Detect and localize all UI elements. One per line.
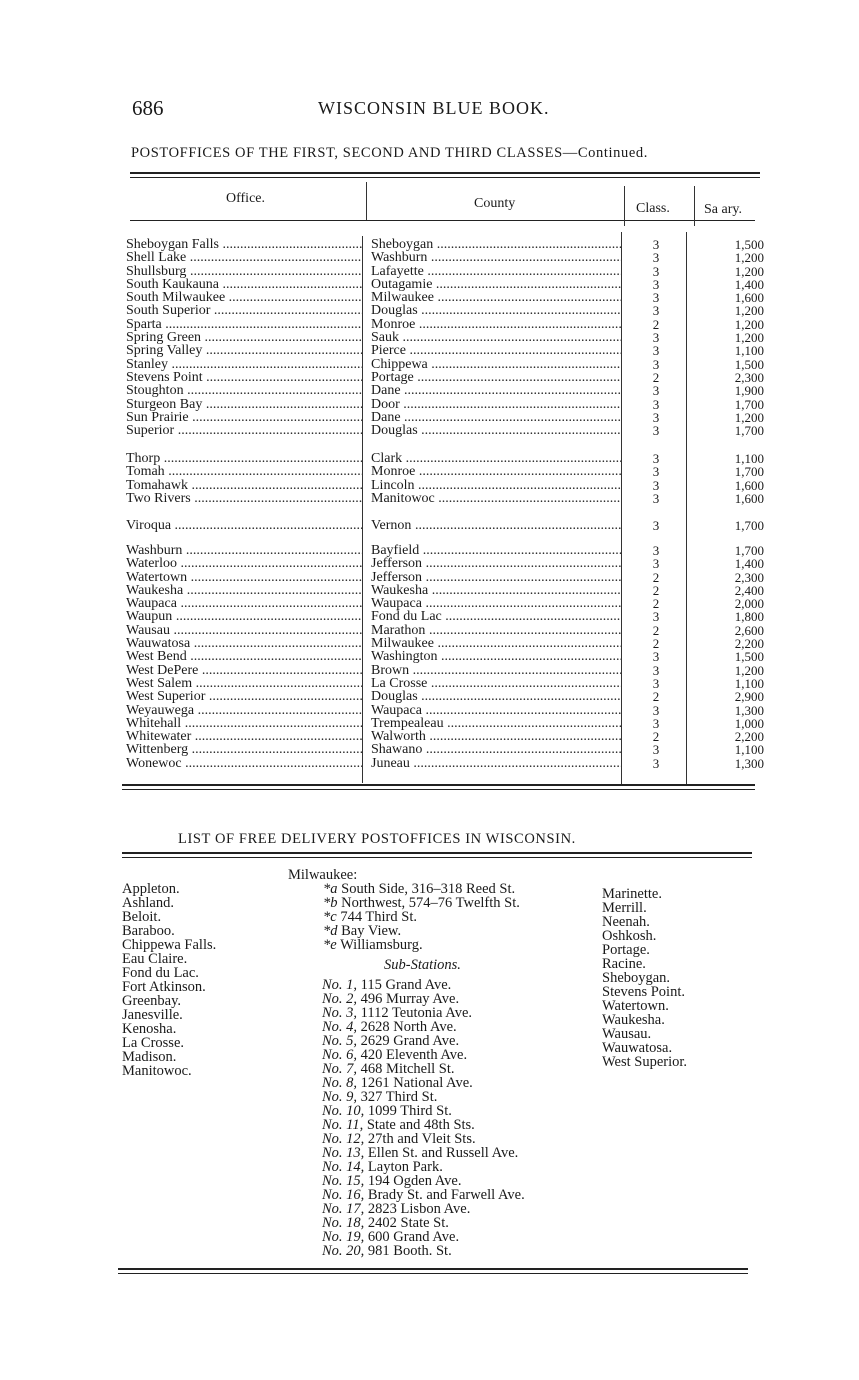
salary-cell: 1,200	[734, 330, 764, 346]
office-cell: Whitewater .....	[126, 730, 362, 743]
county-cell: Washburn .....	[371, 251, 621, 264]
office-cell: Wonewoc .....	[126, 757, 362, 770]
salary-cell: 1,100	[734, 451, 764, 466]
free-delivery-title: LIST OF FREE DELIVERY POSTOFFICES IN WISCONSIN.	[178, 831, 576, 847]
office-cell: Wittenberg .....	[126, 743, 362, 756]
office-cell: Stevens Point .....	[126, 371, 362, 384]
county-cell: Brown .....	[371, 664, 621, 677]
class-cell: 3	[652, 490, 660, 506]
county-cell: Waupaca .....	[371, 704, 621, 717]
salary-cell: 2,600	[734, 622, 764, 638]
class-cell: 3	[652, 303, 660, 319]
office-cell: Wausau .....	[126, 624, 362, 637]
salary-cell: 1,200	[734, 303, 764, 319]
office-cell: Sun Prairie .....	[126, 411, 362, 424]
sub-station-item	[322, 1244, 525, 1258]
county-cell: Sheboygan .....	[371, 238, 621, 251]
table-bottom-rule	[122, 784, 755, 786]
header-salary: Sa ary.	[704, 202, 742, 217]
county-cell: Dane .....	[371, 384, 621, 397]
salary-cell: 1,800	[734, 609, 764, 625]
table-top-rule-2	[130, 177, 760, 178]
salary-cell: 1,200	[734, 662, 764, 678]
office-cell: Superior .....	[126, 424, 362, 437]
col-divider	[686, 232, 687, 786]
station-item	[323, 896, 525, 910]
free-delivery-left-column	[122, 882, 216, 1078]
salary-cell: 1,400	[734, 556, 764, 572]
sub-station-number: No. 7,	[322, 1061, 358, 1077]
class-cell: 3	[652, 276, 660, 292]
office-cell: Viroqua .....	[126, 519, 362, 532]
sub-station-number: No. 3,	[322, 1005, 358, 1021]
county-cell: Douglas .....	[371, 690, 621, 703]
office-cell: Waupaca .....	[126, 597, 362, 610]
sub-station-address: 981 Booth. St.	[367, 1243, 452, 1259]
city-item: Manitowoc.	[122, 1063, 192, 1079]
county-cell: Pierce .....	[371, 344, 621, 357]
station-item	[323, 882, 525, 896]
sub-station-item	[322, 1188, 525, 1202]
salary-cell: 2,300	[734, 369, 764, 385]
class-cell: 3	[652, 330, 660, 346]
page-number: 686	[132, 96, 164, 120]
office-cell: West Bend .....	[126, 650, 362, 663]
col-divider	[621, 232, 622, 784]
sub-station-number: No. 11,	[322, 1117, 364, 1133]
county-cell: Shawano .....	[371, 743, 621, 756]
salary-cell: 1,100	[734, 742, 764, 758]
office-cell: Watertown .....	[126, 571, 362, 584]
class-cell: 3	[652, 290, 660, 306]
county-cell: Door .....	[371, 398, 621, 411]
sub-station-number: No. 18,	[322, 1215, 365, 1231]
sub-station-item	[322, 1132, 525, 1146]
city-item: Stevens Point.	[602, 984, 685, 1000]
sub-station-address: Ellen St. and Russell Ave.	[367, 1145, 519, 1161]
county-cell: Douglas .....	[371, 304, 621, 317]
sub-station-item	[322, 1076, 525, 1090]
sub-station-number: No. 4,	[322, 1019, 358, 1035]
county-cell: Sauk .....	[371, 331, 621, 344]
county-cell: Jefferson .....	[371, 571, 621, 584]
county-cell: La Crosse .....	[371, 677, 621, 690]
county-cell: Monroe .....	[371, 318, 621, 331]
salary-cell: 1,000	[734, 715, 764, 731]
city-item: Oshkosh.	[602, 928, 657, 944]
salary-cell: 1,100	[734, 675, 764, 691]
salary-cell: 1,600	[734, 290, 764, 306]
office-cell: West Salem .....	[126, 677, 362, 690]
salary-cell: 1,300	[734, 702, 764, 718]
sub-station-item	[322, 1104, 525, 1118]
city-item: Chippewa Falls.	[122, 937, 217, 953]
office-cell: West Superior .....	[126, 690, 362, 703]
station-mark: *b	[323, 895, 338, 911]
class-cell: 2	[652, 636, 660, 652]
sub-station-number: No. 20,	[322, 1243, 365, 1259]
class-cell: 3	[652, 715, 660, 731]
station-mark: *a	[323, 881, 338, 897]
col-divider	[694, 186, 695, 226]
salary-cell: 1,500	[734, 356, 764, 372]
office-cell: Whitehall .....	[126, 717, 362, 730]
office-cell: Waupun .....	[126, 610, 362, 623]
class-cell: 3	[652, 237, 660, 252]
sub-station-address: 2629 Grand Ave.	[360, 1033, 460, 1049]
city-item: Portage.	[602, 942, 650, 958]
county-cell: Waupaca .....	[371, 597, 621, 610]
station-mark: *d	[323, 923, 338, 939]
sub-station-number: No. 2,	[322, 991, 358, 1007]
office-cell: Spring Valley .....	[126, 344, 362, 357]
salary-cell: 1,700	[734, 543, 764, 558]
county-cell: Jefferson .....	[371, 557, 621, 570]
sub-station-item	[322, 1034, 525, 1048]
office-cell: Stoughton .....	[126, 384, 362, 397]
sub-stations-heading: Sub-Stations.	[384, 957, 461, 973]
sub-station-address: 2823 Lisbon Ave.	[367, 1201, 471, 1217]
station-address: South Side, 316–318 Reed St.	[341, 881, 516, 897]
header-office: Office.	[226, 191, 265, 206]
city-item: Beloit.	[122, 909, 162, 925]
office-cell: Shell Lake .....	[126, 251, 362, 264]
milwaukee-block	[288, 868, 525, 1258]
city-item: Baraboo.	[122, 923, 175, 939]
bottom-rule-2	[118, 1273, 748, 1274]
city-item: Appleton.	[122, 881, 180, 897]
sub-station-item	[322, 1174, 525, 1188]
office-cell: Waterloo .....	[126, 557, 362, 570]
salary-cell: 1,200	[734, 250, 764, 266]
fd-rule-2	[122, 857, 752, 858]
city-item: Madison.	[122, 1049, 177, 1065]
salary-cell: 1,200	[734, 316, 764, 332]
sub-station-address: 2402 State St.	[367, 1215, 449, 1231]
salary-cell: 1,700	[734, 396, 764, 412]
office-cell: Tomahawk .....	[126, 479, 362, 492]
city-item: Racine.	[602, 956, 646, 972]
salary-cell: 1,600	[734, 477, 764, 493]
office-cell: Stanley .....	[126, 358, 362, 371]
city-item: Eau Claire.	[122, 951, 188, 967]
table-title: POSTOFFICES OF THE FIRST, SECOND AND THIRD CLASSES—Continued.	[131, 145, 648, 161]
salary-cell: 2,000	[734, 596, 764, 612]
office-cell: South Superior .....	[126, 304, 362, 317]
class-cell: 2	[652, 729, 660, 745]
sub-station-item	[322, 1216, 525, 1230]
office-cell: South Milwaukee .....	[126, 291, 362, 304]
class-cell: 2	[652, 569, 660, 585]
city-item: Merrill.	[602, 900, 647, 916]
office-cell: Spring Green .....	[126, 331, 362, 344]
sub-station-number: No. 8,	[322, 1075, 358, 1091]
sub-station-item	[322, 1160, 525, 1174]
sub-station-number: No. 17,	[322, 1201, 365, 1217]
sub-station-address: 327 Third St.	[360, 1089, 438, 1105]
sub-station-item	[322, 1020, 525, 1034]
city-item: Neenah.	[602, 914, 650, 930]
city-item: Watertown.	[602, 998, 669, 1014]
col-divider	[366, 182, 367, 220]
sub-station-item	[322, 992, 525, 1006]
city-item: Ashland.	[122, 895, 174, 911]
sub-station-number: No. 13,	[322, 1145, 365, 1161]
sub-station-address: 468 Mitchell St.	[360, 1061, 455, 1077]
office-cell: Wauwatosa .....	[126, 637, 362, 650]
city-item: Janesville.	[122, 1007, 183, 1023]
sub-station-item	[322, 1006, 525, 1020]
class-cell: 2	[652, 369, 660, 385]
class-cell: 3	[652, 662, 660, 678]
county-cell: Marathon .....	[371, 624, 621, 637]
city-item: Waukesha.	[602, 1012, 665, 1028]
salary-cell: 1,700	[734, 518, 764, 533]
col-divider	[362, 236, 363, 783]
sub-station-address: Layton Park.	[367, 1159, 443, 1175]
county-cell: Bayfield .....	[371, 544, 621, 557]
sub-station-item	[322, 1146, 525, 1160]
sub-station-address: 496 Murray Ave.	[360, 991, 460, 1007]
class-cell: 2	[652, 316, 660, 332]
office-cell: Weyauwega .....	[126, 704, 362, 717]
office-cell: South Kaukauna .....	[126, 278, 362, 291]
class-cell: 3	[652, 543, 660, 558]
station-item	[323, 910, 525, 924]
sub-station-address: State and 48th Sts.	[366, 1117, 475, 1133]
sub-station-number: No. 12,	[322, 1131, 365, 1147]
city-item: Sheboygan.	[602, 970, 671, 986]
class-cell: 3	[652, 383, 660, 399]
class-cell: 3	[652, 250, 660, 266]
office-cell: Sparta .....	[126, 318, 362, 331]
sub-station-address: 1261 National Ave.	[360, 1075, 473, 1091]
county-cell: Walworth .....	[371, 730, 621, 743]
free-delivery-right-column	[602, 887, 687, 1069]
county-cell: Douglas .....	[371, 424, 621, 437]
salary-cell: 1,900	[734, 383, 764, 399]
class-cell: 3	[652, 409, 660, 425]
city-item: La Crosse.	[122, 1035, 185, 1051]
station-mark: *e	[323, 937, 337, 953]
salary-cell: 2,300	[734, 569, 764, 585]
class-cell: 3	[652, 556, 660, 572]
sub-station-address: 1099 Third St.	[367, 1103, 452, 1119]
salary-cell: 1,100	[734, 343, 764, 359]
sub-station-number: No. 5,	[322, 1033, 358, 1049]
county-cell: Portage .....	[371, 371, 621, 384]
sub-station-address: 420 Eleventh Ave.	[360, 1047, 468, 1063]
sub-station-address: 27th and Vleit Sts.	[367, 1131, 476, 1147]
class-cell: 3	[652, 742, 660, 758]
station-mark: *c	[323, 909, 337, 925]
class-cell: 3	[652, 477, 660, 493]
sub-station-item	[322, 1230, 525, 1244]
salary-cell: 1,500	[734, 237, 764, 252]
header-county: County	[474, 196, 516, 211]
county-cell: Outagamie .....	[371, 278, 621, 291]
office-cell: Two Rivers .....	[126, 492, 362, 505]
salary-cell: 2,200	[734, 636, 764, 652]
sub-station-address: 115 Grand Ave.	[360, 977, 452, 993]
class-cell: 3	[652, 356, 660, 372]
class-cell: 2	[652, 582, 660, 598]
salary-cell: 1,300	[734, 755, 764, 771]
sub-stations-list	[322, 978, 525, 1258]
table-top-rule	[130, 172, 760, 174]
county-cell: Chippewa .....	[371, 358, 621, 371]
county-cell: Fond du Lac .....	[371, 610, 621, 623]
office-cell: Sturgeon Bay .....	[126, 398, 362, 411]
city-item: Marinette.	[602, 886, 662, 902]
class-cell: 3	[652, 464, 660, 480]
county-cell: Vernon .....	[371, 519, 621, 532]
sub-station-address: 600 Grand Ave.	[367, 1229, 460, 1245]
class-cell: 3	[652, 702, 660, 718]
sub-station-number: No. 19,	[322, 1229, 365, 1245]
class-cell: 2	[652, 622, 660, 638]
city-item: Greenbay.	[122, 993, 182, 1009]
sub-station-item	[322, 1118, 525, 1132]
county-cell: Manitowoc .....	[371, 492, 621, 505]
class-cell: 3	[652, 518, 660, 533]
header-bottom-rule	[130, 220, 755, 221]
county-cell: Monroe .....	[371, 465, 621, 478]
salary-cell: 1,700	[734, 464, 764, 480]
county-cell: Trempealeau .....	[371, 717, 621, 730]
running-head: WISCONSIN BLUE BOOK.	[318, 98, 550, 118]
table-bottom-rule-2	[122, 789, 755, 790]
city-item: Fond du Lac.	[122, 965, 199, 981]
sub-station-number: No. 16,	[322, 1187, 365, 1203]
salary-cell: 1,600	[734, 490, 764, 506]
sub-station-item	[322, 1090, 525, 1104]
salary-cell: 1,400	[734, 276, 764, 292]
sub-station-item	[322, 1202, 525, 1216]
class-cell: 3	[652, 755, 660, 771]
sub-station-number: No. 9,	[322, 1089, 358, 1105]
header-class: Class.	[636, 201, 670, 216]
class-cell: 2	[652, 596, 660, 612]
class-cell: 3	[652, 675, 660, 691]
station-item	[323, 924, 525, 938]
station-item	[323, 938, 525, 952]
station-address: Bay View.	[341, 923, 402, 939]
city-item: Kenosha.	[122, 1021, 177, 1037]
city-item: West Superior.	[602, 1054, 688, 1070]
county-cell: Lafayette .....	[371, 265, 621, 278]
station-address: 744 Third St.	[340, 909, 417, 925]
office-cell: Thorp .....	[126, 452, 362, 465]
class-cell: 3	[652, 649, 660, 665]
sub-station-address: Brady St. and Farwell Ave.	[367, 1187, 525, 1203]
salary-cell: 1,200	[734, 263, 764, 279]
fd-rule	[122, 852, 752, 854]
county-cell: Washington .....	[371, 650, 621, 663]
class-cell: 3	[652, 423, 660, 439]
sub-station-address: 1112 Teutonia Ave.	[360, 1005, 473, 1021]
sub-station-number: No. 15,	[322, 1173, 365, 1189]
sub-station-item	[322, 978, 525, 992]
sub-station-address: 2628 North Ave.	[360, 1019, 457, 1035]
county-cell: Dane .....	[371, 411, 621, 424]
sub-station-number: No. 6,	[322, 1047, 358, 1063]
salary-cell: 1,500	[734, 649, 764, 665]
bottom-rule	[118, 1268, 748, 1270]
county-cell: Juneau .....	[371, 757, 621, 770]
salary-cell: 2,200	[734, 729, 764, 745]
class-cell: 3	[652, 263, 660, 279]
milwaukee-stations	[323, 882, 525, 952]
office-cell: Shullsburg .....	[126, 265, 362, 278]
office-cell: Tomah .....	[126, 465, 362, 478]
sub-station-number: No. 14,	[322, 1159, 365, 1175]
salary-cell: 2,900	[734, 689, 764, 705]
county-cell: Clark .....	[371, 452, 621, 465]
class-cell: 3	[652, 451, 660, 466]
salary-cell: 1,700	[734, 423, 764, 439]
city-item: Wauwatosa.	[602, 1040, 673, 1056]
station-address: Northwest, 574–76 Twelfth St.	[341, 895, 520, 911]
sub-station-number: No. 1,	[322, 977, 358, 993]
col-divider	[624, 186, 625, 226]
office-cell: Sheboygan Falls .....	[126, 238, 362, 251]
salary-cell: 1,200	[734, 409, 764, 425]
sub-station-number: No. 10,	[322, 1103, 365, 1119]
class-cell: 3	[652, 609, 660, 625]
station-address: Williamsburg.	[340, 937, 423, 953]
class-cell: 2	[652, 689, 660, 705]
sub-station-address: 194 Ogden Ave.	[367, 1173, 462, 1189]
sub-station-item	[322, 1048, 525, 1062]
county-cell: Milwaukee .....	[371, 637, 621, 650]
county-cell: Lincoln .....	[371, 479, 621, 492]
office-cell: Washburn .....	[126, 544, 362, 557]
city-item: Wausau.	[602, 1026, 652, 1042]
class-cell: 3	[652, 343, 660, 359]
milwaukee-heading: Milwaukee:	[288, 867, 358, 883]
salary-cell: 2,400	[734, 582, 764, 598]
county-cell: Waukesha .....	[371, 584, 621, 597]
county-cell: Milwaukee .....	[371, 291, 621, 304]
office-cell: West DePere .....	[126, 664, 362, 677]
sub-station-item	[322, 1062, 525, 1076]
city-item: Fort Atkinson.	[122, 979, 206, 995]
class-cell: 3	[652, 396, 660, 412]
office-cell: Waukesha .....	[126, 584, 362, 597]
